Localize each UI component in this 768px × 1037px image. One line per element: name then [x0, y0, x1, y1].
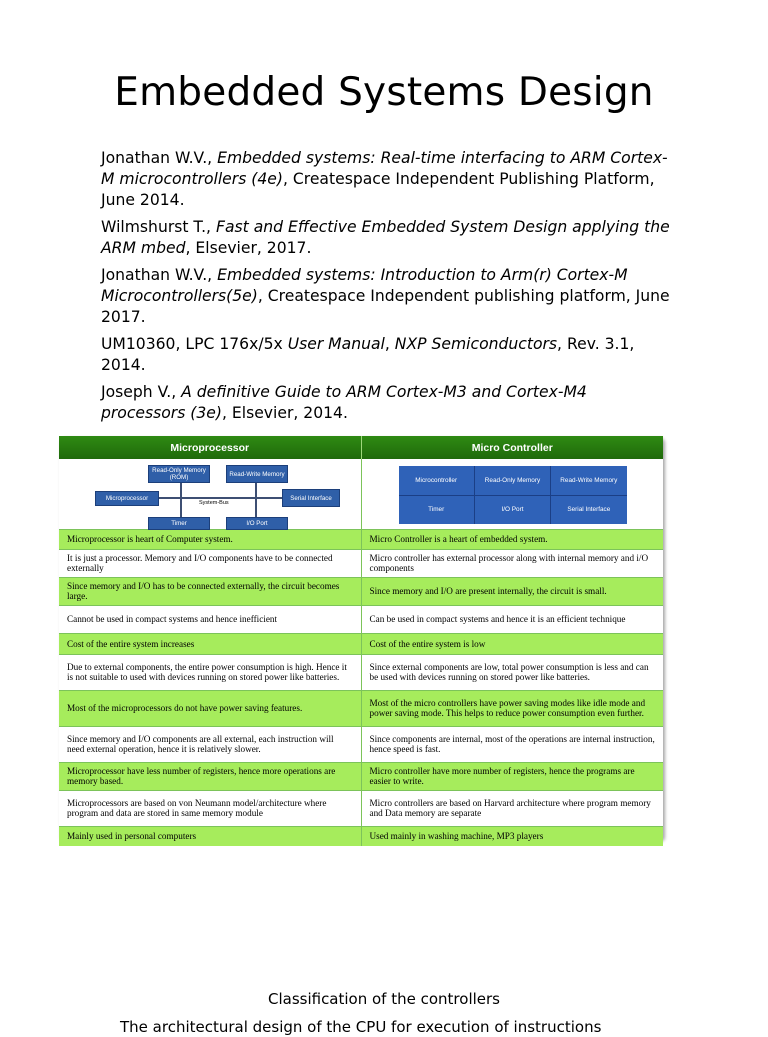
reference-item: UM10360, LPC 176x/5x User Manual, NXP Semiconductors, Rev. 3.1, 2014. [101, 335, 635, 374]
table-row [59, 578, 663, 606]
reference-item: Joseph V., A definitive Guide to ARM Cortex-M3 and Cortex-M4 processors (3e), Elsevier, 2014. [101, 383, 587, 422]
table-row [59, 691, 663, 727]
page-title: Embedded Systems Design [114, 70, 654, 115]
table-row [59, 550, 663, 578]
microprocessor-cell: Cannot be used in compact systems and hence inefficient [67, 614, 278, 625]
table-row [59, 655, 663, 691]
microcontroller-cell: Micro controllers are based on Harvard architecture where program memory and Data memory are separate [361, 791, 664, 826]
microprocessor-cell: Most of the microprocessors do not have power saving features. [67, 703, 303, 714]
reference-list [101, 148, 671, 430]
table-row [59, 634, 663, 655]
mc-io-port-block: I/O Port [475, 496, 550, 525]
microcontroller-cell: Micro controller has external processor along with internal memory and i/O components [361, 550, 664, 577]
microprocessor-cell: Microprocessors are based on von Neumann model/architecture where program and data are stored in same memory module [67, 798, 327, 818]
mc-rw-memory-block: Read-Write Memory [551, 466, 626, 495]
system-bus-label: System-Bus [199, 500, 229, 506]
table-row [59, 530, 663, 550]
microcontroller-cell: Micro Controller is a heart of embedded system. [361, 530, 664, 549]
cpu-block: Microprocessor [95, 491, 159, 506]
table-row [59, 827, 663, 846]
cut-off-text-line: The architectural design of the CPU for execution of instructions [120, 1018, 602, 1036]
mc-cpu-block: Microcontroller [399, 466, 474, 495]
timer-block: Timer [148, 517, 210, 530]
table-row [59, 763, 663, 791]
architecture-diagrams [59, 459, 663, 530]
rom-block: Read-Only Memory (ROM) [148, 465, 210, 483]
microcontroller-cell: Since memory and I/O are present internally, the circuit is small. [361, 578, 664, 605]
microcontroller-chip [399, 466, 627, 524]
table-row [59, 606, 663, 634]
microprocessor-cell: Mainly used in personal computers [67, 831, 197, 842]
microcontroller-cell: Since components are internal, most of the operations are internal instruction, hence speed is fast. [361, 727, 664, 762]
bus-connector [255, 499, 257, 517]
microcontroller-cell: Most of the micro controllers have power saving modes like idle mode and power saving mode. This helps to reduce power consumption even further. [361, 691, 664, 726]
microcontroller-cell: Can be used in compact systems and hence it is an efficient technique [361, 606, 664, 633]
microcontroller-cell: Since external components are low, total power consumption is less and can be used with devices running on stored power like batteries. [361, 655, 664, 690]
header-microcontroller: Micro Controller [361, 436, 664, 459]
microcontroller-cell: Cost of the entire system is low [361, 634, 664, 654]
bus-connector [255, 481, 257, 497]
comparison-header [59, 436, 663, 459]
microcontroller-diagram [361, 459, 664, 529]
microprocessor-cell: Microprocessor is heart of Computer system. [67, 534, 233, 545]
reference-item: Jonathan W.V., Embedded systems: Real-time interfacing to ARM Cortex-M microcontrollers (4e), Createspace Independent Publishing Platform, June 2014. [101, 149, 668, 209]
comparison-table [59, 436, 663, 840]
microprocessor-cell: It is just a processor. Memory and I/O components have to be connected externally [67, 553, 333, 573]
reference-item: Jonathan W.V., Embedded systems: Introduction to Arm(r) Cortex-M Microcontrollers(5e), Createspace Independent publishing platform, June 2017. [101, 266, 670, 326]
figure-caption: Classification of the controllers [267, 990, 500, 1008]
mc-rom-block: Read-Only Memory [475, 466, 550, 495]
table-row [59, 727, 663, 763]
microprocessor-cell: Due to external components, the entire power consumption is high. Hence it is not suitable to used with devices running on stored power like batteries. [67, 662, 347, 682]
microcontroller-cell: Used mainly in washing machine, MP3 players [361, 827, 664, 846]
bus-connector [180, 499, 182, 517]
table-row [59, 791, 663, 827]
microprocessor-cell: Since memory and I/O components are all external, each instruction will need external operation, hence it is relatively slower. [67, 734, 334, 754]
reference-item: Wilmshurst T., Fast and Effective Embedded System Design applying the ARM mbed, Elsevier, 2017. [101, 218, 670, 257]
microprocessor-diagram [59, 459, 361, 529]
comparison-rows [59, 530, 663, 846]
microcontroller-cell: Micro controller have more number of registers, hence the programs are easier to write. [361, 763, 664, 790]
mc-timer-block: Timer [399, 496, 474, 525]
io-port-block: I/O Port [226, 517, 288, 530]
mc-serial-interface-block: Serial Interface [551, 496, 626, 525]
serial-interface-block: Serial Interface [282, 489, 340, 507]
microprocessor-cell: Microprocessor have less number of registers, hence more operations are memory based. [67, 766, 336, 786]
bus-connector [180, 481, 182, 497]
microprocessor-cell: Cost of the entire system increases [67, 638, 195, 649]
microprocessor-cell: Since memory and I/O has to be connected externally, the circuit becomes large. [67, 581, 340, 601]
rw-memory-block: Read-Write Memory [226, 465, 288, 483]
header-microprocessor: Microprocessor [170, 441, 250, 454]
